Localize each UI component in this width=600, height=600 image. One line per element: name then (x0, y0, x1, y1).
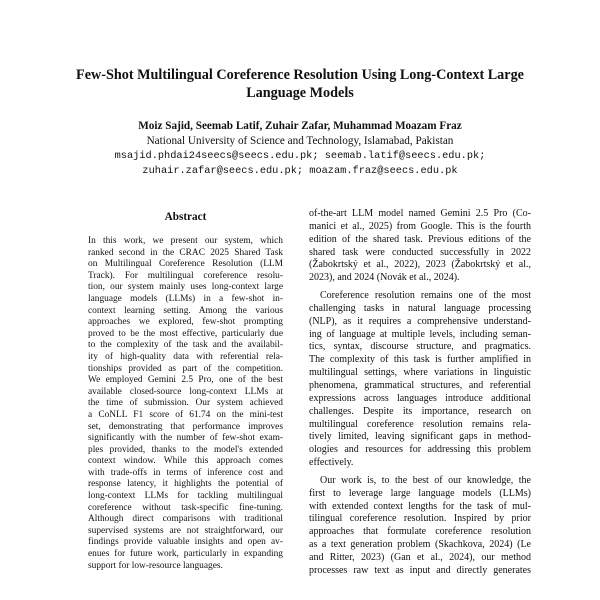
abstract-line: supervised systems are not straightforward, our (88, 525, 283, 536)
body-line: shared task were conducted successfully in 2022 (309, 246, 531, 258)
body-line: ologies and resources for addressing this problem (309, 444, 531, 456)
body-line: processes raw text as input and directly generates (309, 564, 531, 576)
abstract-heading: Abstract (164, 211, 207, 223)
abstract-line: tionships provided as part of the competition. (88, 363, 283, 374)
author-block (40, 119, 560, 179)
emails-line-2: zuhair.zafar@seecs.edu.pk; moazam.fraz@seecs.edu.pk (142, 165, 458, 177)
abstract-line: response latency, it highlights the potential of (88, 479, 283, 490)
abstract-line: enues for future work, particularly in expanding (88, 549, 283, 560)
body-line: and Ritter, 2023) (Gan et al., 2024), our method (309, 551, 531, 563)
body-line: edition of the shared task. Previous editions of the (309, 233, 531, 245)
body-line: of-the-art LLM model named Gemini 2.5 Pro (Co- (309, 208, 531, 219)
abstract-line: significantly with the number of few-shot exam- (88, 433, 283, 444)
abstract-line: coreference without task-specific fine-tuning. (88, 502, 283, 513)
abstract-line: ity of high-quality data with referential rela- (88, 351, 283, 362)
body-line: The complexity of this task is further amplified in (309, 354, 531, 366)
abstract-line: Although direct comparisons with traditional (88, 514, 283, 525)
abstract-line: In this work, we present our system, which (88, 236, 283, 246)
body-line: first to leverage large language models (LLMs) (309, 487, 531, 499)
body-line: expressions across languages introduce additional (309, 392, 531, 404)
abstract-line: available closed-source long-context LLMs at (88, 386, 283, 397)
abstract-line: tion, our system mainly uses long-context large (88, 282, 283, 293)
abstract-line: set, demonstrating that performance improves (88, 421, 283, 432)
body-line: ing of language at multiple levels, including seman- (309, 328, 531, 340)
abstract-line: proved to be the most effective, particularly due (88, 328, 283, 339)
body-line: 2023), and 2024 (Novák et al., 2024). (309, 272, 460, 284)
body-column-right (309, 208, 531, 583)
body-line: Our work is, to the best of our knowledge, the (320, 474, 531, 486)
abstract-line: language models (LLMs) in a few-shot in- (88, 293, 283, 304)
body-line: approaches that formulate coreference resolution (309, 526, 531, 538)
body-line: phenomena, grammatical structures, and referential (309, 379, 531, 391)
body-line: as a text generation problem (Skachkova, 2024) (Le (309, 539, 531, 551)
abstract-line: Track). For multilingual coreference resolu- (88, 270, 283, 281)
abstract-line: with trade-offs in terms of inference cost and (88, 467, 283, 478)
abstract-line: to the complexity of the task and the availabil- (88, 340, 283, 351)
abstract-line: long-context LLMs for tackling multilingual (88, 491, 283, 502)
abstract-line: context learning setting. Among the various (88, 305, 283, 316)
body-line: tilingual coreference resolution. Inspired by prior (309, 513, 531, 525)
title-line-2: Language Models (246, 85, 354, 101)
body-paragraph (309, 208, 531, 285)
body-paragraph (309, 475, 531, 578)
body-line: tics, syntax, discourse structure, and pragmatics. (309, 341, 531, 353)
body-line: (NLP), as it requires a comprehensive understand- (309, 315, 531, 327)
body-line: Coreference resolution remains one of the most (320, 290, 531, 302)
body-line: multilingual settings, where variations in linguistic (309, 367, 531, 379)
abstract-body (88, 236, 283, 572)
abstract-line: on Multilingual Coreference Resolution (LLM (88, 259, 283, 270)
abstract-line: a CoNLL F1 score of 61.74 on the mini-test (88, 409, 283, 420)
abstract-line: ranked second in the CRAC 2025 Shared Task (88, 247, 283, 258)
emails-line-1: msajid.phdai24seecs@seecs.edu.pk; seemab.latif@seecs.edu.pk; (114, 150, 486, 162)
abstract-line: ples provided, thanks to the model's extended (88, 444, 283, 455)
abstract-line: support for low-resource languages. (88, 560, 223, 571)
abstract-line: We employed Gemini 2.5 Pro, one of the best (88, 375, 283, 386)
body-line: (Žabokrtský et al., 2022), 2023 (Žabokrtský et al., (309, 259, 531, 271)
abstract-line: context window. While this approach comes (88, 456, 283, 467)
body-line: multilingual coreference resolution remains rela- (309, 418, 531, 430)
body-line: with extended context lengths for the task of mul- (309, 500, 531, 512)
body-line: manici et al., 2025) from Google. This is the fourth (309, 220, 531, 232)
title-line-1: Few-Shot Multilingual Coreference Resolution Using Long-Context Large (76, 67, 524, 83)
body-line: tively limited, leaving significant gaps in method- (309, 431, 531, 443)
paper-title (60, 66, 540, 102)
body-line: challenging tasks in natural language processing (309, 302, 531, 314)
body-line: effectively. (309, 457, 354, 469)
body-paragraph (309, 290, 531, 470)
abstract-line: approaches we explored, few-shot prompting (88, 317, 283, 328)
abstract-line: the time of submission. Our system achieved (88, 398, 283, 409)
author-names: Moiz Sajid, Seemab Latif, Zuhair Zafar, Muhammad Moazam Fraz (138, 120, 462, 132)
abstract-line: findings provide valuable insights and open av- (88, 537, 283, 548)
affiliation: National University of Science and Technology, Islamabad, Pakistan (146, 135, 454, 147)
body-line: challenges. Despite its importance, research on (309, 405, 531, 417)
